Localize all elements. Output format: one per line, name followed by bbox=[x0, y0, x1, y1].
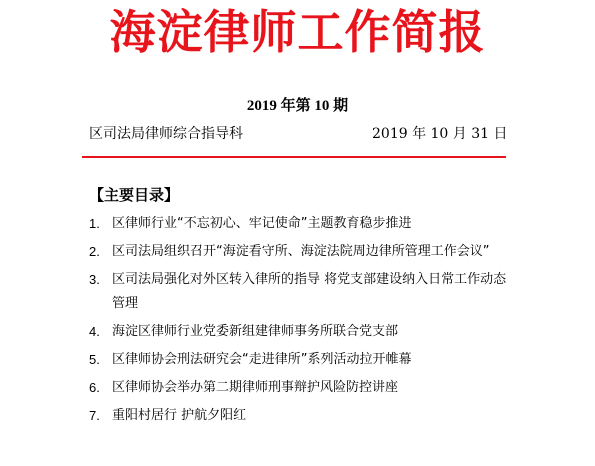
toc-item bbox=[89, 240, 519, 264]
toc-item-number: 2. bbox=[89, 244, 100, 259]
toc-item-number: 7. bbox=[89, 408, 100, 423]
toc-item bbox=[89, 268, 519, 316]
toc-item-number: 5. bbox=[89, 352, 100, 367]
toc-item-text: 区司法局强化对外区转入律所的指导 将党支部建设纳入日常工作动态管理 bbox=[112, 272, 507, 311]
toc-item bbox=[89, 320, 519, 344]
toc-item bbox=[89, 376, 519, 400]
toc-item-number: 1. bbox=[89, 216, 100, 231]
toc-item-text: 区司法局组织召开“海淀看守所、海淀法院周边律所管理工作会议” bbox=[112, 244, 490, 259]
toc-item-text: 区律师行业“不忘初心、牢记使命”主题教育稳步推进 bbox=[112, 216, 412, 231]
toc-heading: 【主要目录】 bbox=[89, 186, 180, 204]
newsletter-masthead: 海淀律师工作简报 bbox=[109, 5, 486, 59]
toc-item bbox=[89, 348, 519, 372]
toc-item-text: 重阳村居行 护航夕阳红 bbox=[112, 408, 247, 423]
toc-list bbox=[89, 212, 519, 432]
toc-item-number: 4. bbox=[89, 324, 100, 339]
toc-item-text: 海淀区律师行业党委新组建律师事务所联合党支部 bbox=[112, 324, 399, 339]
toc-item-number: 6. bbox=[89, 380, 100, 395]
publisher-name: 区司法局律师综合指导科 bbox=[89, 126, 243, 142]
red-divider-line bbox=[82, 156, 506, 158]
toc-item-number: 3. bbox=[89, 272, 100, 287]
toc-item-text: 区律师协会举办第二期律师刑事辩护风险防控讲座 bbox=[112, 380, 399, 395]
issue-number: 2019 年第 10 期 bbox=[246, 98, 349, 114]
toc-item bbox=[89, 212, 519, 236]
toc-item bbox=[89, 404, 519, 428]
toc-item-text: 区律师协会刑法研究会“走进律所”系列活动拉开帷幕 bbox=[112, 352, 412, 367]
publish-date: 2019 年 10 月 31 日 bbox=[372, 126, 508, 142]
